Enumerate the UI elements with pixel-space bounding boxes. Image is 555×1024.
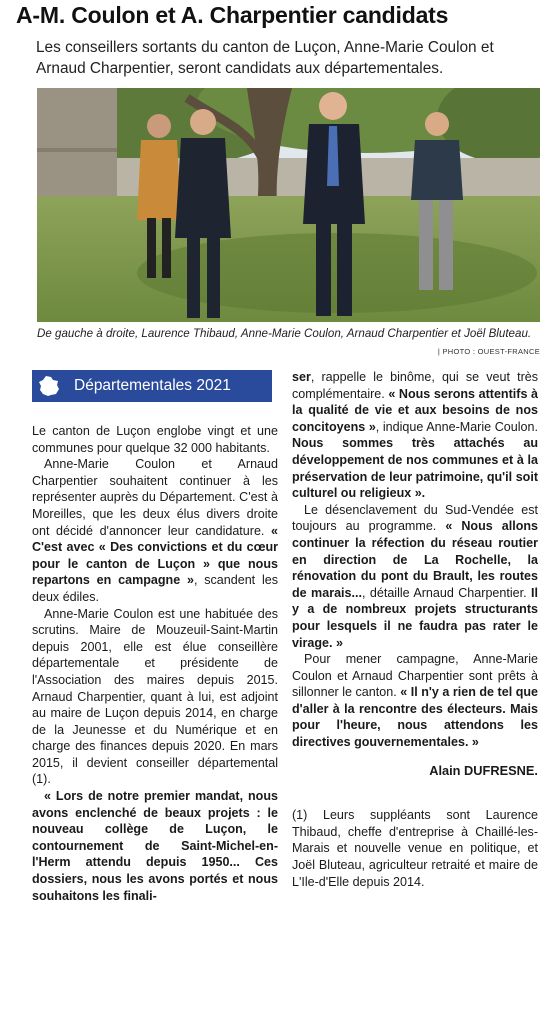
quote: « C'est avec « Des convictions et du cœur pour le canton de Luçon » que nous repartons en campagne » (32, 523, 278, 588)
quote: « Nous serons attentifs à la qualité de vie et aux besoins de nos concitoyens » (292, 386, 538, 434)
standfirst: Les conseillers sortants du canton de Luçon, Anne-Marie Coulon et Arnaud Charpentier, seront candidats aux départementales. (36, 39, 494, 77)
paragraph-text: Le désenclavement du Sud-Vendée est toujours au programme. (292, 502, 538, 534)
article-photo (37, 88, 540, 322)
paragraph: Le canton de Luçon englobe vingt et une communes pour quelque 32 000 habitants. (32, 424, 278, 455)
france-map-icon (32, 370, 66, 402)
quote: « Nous allons continuer la réfection du réseau routier en direction de La Rochelle, la rénovation du pont du Brault, les routes de marais... (292, 519, 538, 600)
paragraph-text: , indique Anne-Marie Coulon. (375, 419, 538, 434)
group-photo-illustration (37, 88, 540, 322)
headline: A-M. Coulon et A. Charpentier candidats (16, 2, 449, 28)
paragraph (292, 502, 538, 651)
paragraph-text: , détaille Arnaud Charpentier. (361, 585, 532, 600)
paragraph-text: Anne-Marie Coulon et Arnaud Charpentier souhaitent continuer à les représenter auprès du Département. C'est à Moreilles, que les deux élus divers droite ont décidé d'annoncer leur candidature. (32, 457, 278, 538)
paragraph-text: Pour mener campagne, Anne-Marie Coulon et Arnaud Charpentier sont prêts à sillonner le canton. (292, 652, 538, 700)
section-rubric (32, 370, 272, 402)
quote-paragraph (32, 788, 278, 904)
article-column-2 (292, 369, 538, 890)
paragraph (292, 369, 538, 502)
quote: « Il n'y a rien de tel que d'aller à la rencontre des électeurs. Mais pour l'heure, nous attendons les directives gouvernementales. » (292, 685, 539, 750)
quote: « Lors de notre premier mandat, nous avons enclenché de beaux projets : le nouveau collège de Luçon, le contournement de Saint-Michel-en-l'Herm attendu depuis 1950... Ces dossiers, nous les avons portés et nous souhaitons les finali- (32, 789, 278, 903)
photo-caption: De gauche à droite, Laurence Thibaud, Anne-Marie Coulon, Arnaud Charpentier et Joël Bluteau. (37, 327, 532, 340)
rubric-label: Départementales 2021 (74, 377, 231, 394)
photo-credit: | PHOTO : OUEST-FRANCE (437, 347, 540, 356)
quote: Il y a de nombreux projets structurants pour lesquels il ne faudra pas rater le virage. » (292, 585, 539, 650)
paragraph: Anne-Marie Coulon est une habituée des scrutins. Maire de Mouzeuil-Saint-Martin depuis 2001, elle est élue conseillère départementale et présidente de l'Association des maires depuis 2015. Arnaud Charpentier, quant à lui, est adjoint au maire de Luçon depuis 2014, en charge de la Jeunesse et du Numérique et en charge des finances depuis 2020. En mars 2015, il devient conseiller départemental (1). (32, 606, 278, 787)
paragraph-text: , rappelle le binôme, qui se veut très complémentaire. (292, 370, 538, 401)
paragraph (292, 651, 538, 751)
author-signature: Alain DUFRESNE. (429, 762, 538, 778)
quote: ser (292, 370, 311, 384)
paragraph-text: , scandent les deux édiles. (32, 573, 278, 604)
footnote: (1) Leurs suppléants sont Laurence Thibaud, cheffe d'entreprise à Chaillé-les-Marais et nouvelle venue en politique, et Joël Bluteau, agriculteur retraité et maire de L'Ile-d'Elle depuis 2014. (292, 808, 538, 889)
quote: Nous sommes très attachés au développement de nos communes et à la préservation de leur patrimoine, qu'il soit culturel ou religieux ». (292, 436, 538, 501)
paragraph (32, 456, 278, 605)
article-column-1 (32, 423, 278, 904)
